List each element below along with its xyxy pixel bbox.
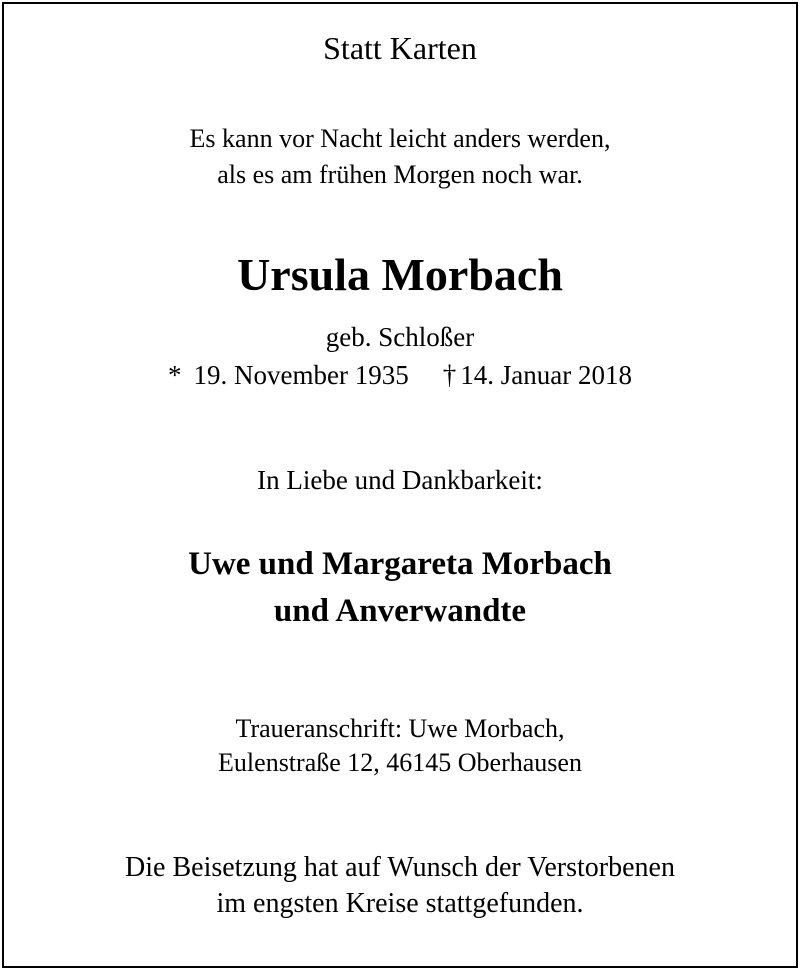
closing-line-2: im engsten Kreise stattgefunden. <box>216 888 584 919</box>
address-line-2: Eulenstraße 12, 46145 Oberhausen <box>218 748 582 777</box>
maiden-name: geb. Schloßer <box>325 322 475 352</box>
address-line-1: Traueranschrift: Uwe Morbach, <box>235 714 565 743</box>
verse-line-1: Es kann vor Nacht leicht anders werden, <box>189 124 611 153</box>
dedication: In Liebe und Dankbarkeit: <box>257 465 543 495</box>
mourners-line-2: und Anverwandte <box>273 593 527 629</box>
death-symbol: † <box>442 360 457 390</box>
deceased-name: Ursula Morbach <box>237 249 563 300</box>
notice-header: Statt Karten <box>323 30 477 66</box>
life-dates <box>4 360 796 391</box>
obituary-notice <box>2 2 798 968</box>
death-date: 14. Januar 2018 <box>460 360 632 390</box>
mourners-line-1: Uwe und Margareta Morbach <box>188 546 612 582</box>
verse-line-2: als es am frühen Morgen noch war. <box>217 160 583 189</box>
birth-symbol: * <box>168 360 182 390</box>
closing-line-1: Die Beisetzung hat auf Wunsch der Verstorbenen <box>125 852 675 883</box>
birth-date: 19. November 1935 <box>193 360 409 390</box>
